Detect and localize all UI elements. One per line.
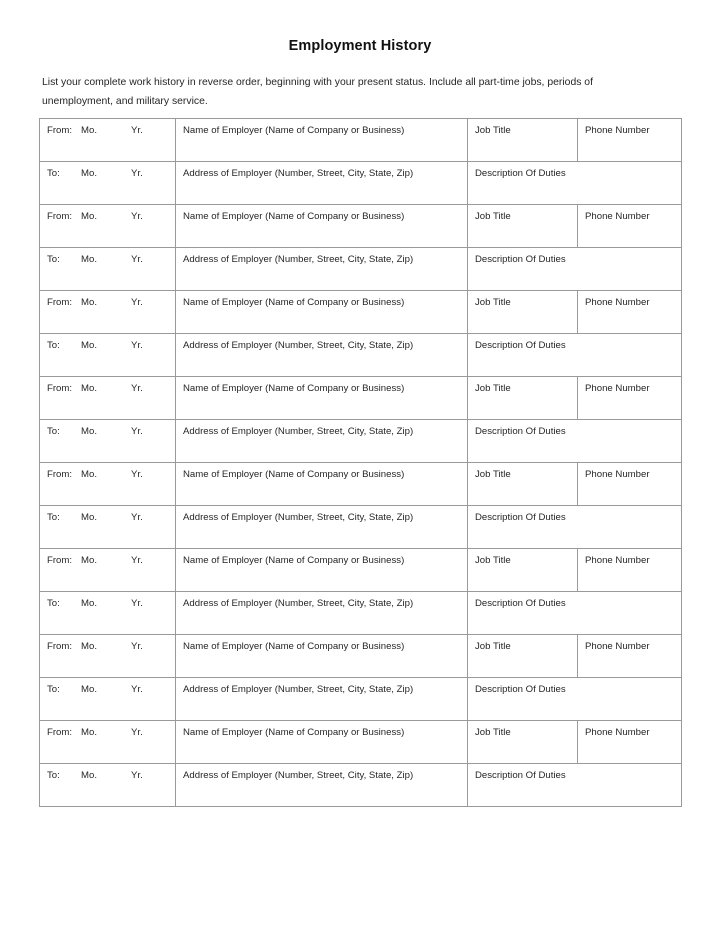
from-year-label: Yr. <box>131 727 143 738</box>
description-of-duties-cell[interactable] <box>468 334 682 377</box>
date-cell-to[interactable] <box>40 678 176 721</box>
job-title-cell-label: Job Title <box>475 125 511 136</box>
from-label: From: <box>47 125 73 136</box>
to-label: To: <box>47 426 60 437</box>
phone-number-cell[interactable] <box>578 291 682 334</box>
employer-address-cell-label: Address of Employer (Number, Street, City, State, Zip) <box>183 168 414 179</box>
description-of-duties-cell-label: Description Of Duties <box>475 426 566 437</box>
employer-name-cell[interactable] <box>176 291 468 334</box>
table-row <box>40 420 682 463</box>
date-cell-from[interactable] <box>40 119 176 162</box>
employer-name-cell[interactable] <box>176 119 468 162</box>
phone-number-cell-label: Phone Number <box>585 211 650 222</box>
to-month-label: Mo. <box>81 168 97 179</box>
phone-number-cell[interactable] <box>578 205 682 248</box>
employer-name-cell[interactable] <box>176 549 468 592</box>
from-year-label: Yr. <box>131 297 143 308</box>
from-label: From: <box>47 555 73 566</box>
table-row <box>40 678 682 721</box>
table-row <box>40 506 682 549</box>
job-title-cell[interactable] <box>468 291 578 334</box>
job-title-cell-label: Job Title <box>475 211 511 222</box>
employment-history-table <box>39 118 682 807</box>
to-year-label: Yr. <box>131 254 143 265</box>
employer-name-cell-label: Name of Employer (Name of Company or Business) <box>183 727 405 738</box>
employer-name-cell-label: Name of Employer (Name of Company or Business) <box>183 555 405 566</box>
from-year-label: Yr. <box>131 555 143 566</box>
to-month-label: Mo. <box>81 598 97 609</box>
employer-name-cell-label: Name of Employer (Name of Company or Business) <box>183 211 405 222</box>
phone-number-cell[interactable] <box>578 721 682 764</box>
date-cell-from[interactable] <box>40 721 176 764</box>
employer-name-cell-label: Name of Employer (Name of Company or Business) <box>183 383 405 394</box>
description-of-duties-cell-label: Description Of Duties <box>475 684 566 695</box>
employer-name-cell[interactable] <box>176 463 468 506</box>
job-title-cell[interactable] <box>468 549 578 592</box>
from-month-label: Mo. <box>81 383 97 394</box>
table-row <box>40 592 682 635</box>
employer-name-cell-label: Name of Employer (Name of Company or Business) <box>183 469 405 480</box>
phone-number-cell-label: Phone Number <box>585 297 650 308</box>
job-title-cell-label: Job Title <box>475 555 511 566</box>
employer-address-cell-label: Address of Employer (Number, Street, City, State, Zip) <box>183 340 414 351</box>
job-title-cell-label: Job Title <box>475 727 511 738</box>
job-title-cell-label: Job Title <box>475 383 511 394</box>
table-row <box>40 721 682 764</box>
date-cell-to[interactable] <box>40 162 176 205</box>
job-title-cell-label: Job Title <box>475 297 511 308</box>
job-title-cell[interactable] <box>468 119 578 162</box>
table-row <box>40 635 682 678</box>
date-cell-from[interactable] <box>40 205 176 248</box>
table-row <box>40 291 682 334</box>
table-row <box>40 377 682 420</box>
phone-number-cell-label: Phone Number <box>585 641 650 652</box>
date-cell-to[interactable] <box>40 420 176 463</box>
description-of-duties-cell[interactable] <box>468 248 682 291</box>
to-year-label: Yr. <box>131 598 143 609</box>
to-label: To: <box>47 598 60 609</box>
from-month-label: Mo. <box>81 555 97 566</box>
table-row <box>40 549 682 592</box>
employer-address-cell-label: Address of Employer (Number, Street, City, State, Zip) <box>183 254 414 265</box>
employer-name-cell-label: Name of Employer (Name of Company or Business) <box>183 125 405 136</box>
employer-name-cell-label: Name of Employer (Name of Company or Business) <box>183 297 405 308</box>
employer-address-cell-label: Address of Employer (Number, Street, City, State, Zip) <box>183 770 414 781</box>
job-title-cell[interactable] <box>468 635 578 678</box>
employer-name-cell[interactable] <box>176 635 468 678</box>
table-row <box>40 764 682 807</box>
to-month-label: Mo. <box>81 426 97 437</box>
to-label: To: <box>47 340 60 351</box>
from-year-label: Yr. <box>131 125 143 136</box>
date-cell-from[interactable] <box>40 377 176 420</box>
from-label: From: <box>47 641 73 652</box>
employer-name-cell[interactable] <box>176 377 468 420</box>
employer-address-cell-label: Address of Employer (Number, Street, City, State, Zip) <box>183 426 414 437</box>
job-title-cell[interactable] <box>468 463 578 506</box>
from-year-label: Yr. <box>131 211 143 222</box>
phone-number-cell-label: Phone Number <box>585 383 650 394</box>
description-of-duties-cell-label: Description Of Duties <box>475 254 566 265</box>
description-of-duties-cell[interactable] <box>468 162 682 205</box>
to-year-label: Yr. <box>131 426 143 437</box>
description-of-duties-cell-label: Description Of Duties <box>475 598 566 609</box>
description-of-duties-cell-label: Description Of Duties <box>475 512 566 523</box>
description-of-duties-cell[interactable] <box>468 678 682 721</box>
table-row <box>40 162 682 205</box>
from-label: From: <box>47 383 73 394</box>
phone-number-cell-label: Phone Number <box>585 727 650 738</box>
job-title-cell[interactable] <box>468 721 578 764</box>
page-title: Employment History <box>288 38 432 54</box>
from-year-label: Yr. <box>131 383 143 394</box>
phone-number-cell[interactable] <box>578 377 682 420</box>
description-of-duties-cell[interactable] <box>468 506 682 549</box>
phone-number-cell[interactable] <box>578 119 682 162</box>
phone-number-cell[interactable] <box>578 549 682 592</box>
from-month-label: Mo. <box>81 727 97 738</box>
table-row <box>40 463 682 506</box>
employer-address-cell[interactable] <box>176 420 468 463</box>
date-cell-to[interactable] <box>40 592 176 635</box>
job-title-cell[interactable] <box>468 377 578 420</box>
description-of-duties-cell[interactable] <box>468 592 682 635</box>
description-of-duties-cell[interactable] <box>468 420 682 463</box>
date-cell-from[interactable] <box>40 635 176 678</box>
job-title-cell-label: Job Title <box>475 641 511 652</box>
phone-number-cell-label: Phone Number <box>585 555 650 566</box>
employer-address-cell[interactable] <box>176 334 468 377</box>
to-month-label: Mo. <box>81 254 97 265</box>
date-cell-to[interactable] <box>40 506 176 549</box>
from-label: From: <box>47 211 73 222</box>
employer-name-cell[interactable] <box>176 205 468 248</box>
date-cell-to[interactable] <box>40 764 176 807</box>
to-month-label: Mo. <box>81 684 97 695</box>
to-year-label: Yr. <box>131 770 143 781</box>
employer-address-cell[interactable] <box>176 592 468 635</box>
to-year-label: Yr. <box>131 512 143 523</box>
phone-number-cell-label: Phone Number <box>585 125 650 136</box>
date-cell-from[interactable] <box>40 463 176 506</box>
employer-name-cell-label: Name of Employer (Name of Company or Business) <box>183 641 405 652</box>
job-title-cell-label: Job Title <box>475 469 511 480</box>
employer-address-cell[interactable] <box>176 506 468 549</box>
to-label: To: <box>47 512 60 523</box>
table-row <box>40 248 682 291</box>
to-label: To: <box>47 254 60 265</box>
to-year-label: Yr. <box>131 684 143 695</box>
employer-address-cell[interactable] <box>176 248 468 291</box>
table-row <box>40 334 682 377</box>
date-cell-to[interactable] <box>40 248 176 291</box>
to-month-label: Mo. <box>81 770 97 781</box>
description-of-duties-cell[interactable] <box>468 764 682 807</box>
to-year-label: Yr. <box>131 168 143 179</box>
from-label: From: <box>47 469 73 480</box>
description-of-duties-cell-label: Description Of Duties <box>475 168 566 179</box>
from-month-label: Mo. <box>81 297 97 308</box>
from-year-label: Yr. <box>131 469 143 480</box>
date-cell-from[interactable] <box>40 549 176 592</box>
phone-number-cell-label: Phone Number <box>585 469 650 480</box>
to-month-label: Mo. <box>81 512 97 523</box>
to-year-label: Yr. <box>131 340 143 351</box>
employer-address-cell[interactable] <box>176 764 468 807</box>
description-of-duties-cell-label: Description Of Duties <box>475 770 566 781</box>
from-month-label: Mo. <box>81 125 97 136</box>
table-row <box>40 205 682 248</box>
to-label: To: <box>47 770 60 781</box>
phone-number-cell[interactable] <box>578 463 682 506</box>
from-month-label: Mo. <box>81 469 97 480</box>
from-label: From: <box>47 297 73 308</box>
to-label: To: <box>47 684 60 695</box>
from-month-label: Mo. <box>81 641 97 652</box>
to-label: To: <box>47 168 60 179</box>
employer-address-cell[interactable] <box>176 162 468 205</box>
employer-address-cell-label: Address of Employer (Number, Street, City, State, Zip) <box>183 512 414 523</box>
date-cell-to[interactable] <box>40 334 176 377</box>
table-row <box>40 119 682 162</box>
to-month-label: Mo. <box>81 340 97 351</box>
job-title-cell[interactable] <box>468 205 578 248</box>
from-month-label: Mo. <box>81 211 97 222</box>
from-label: From: <box>47 727 73 738</box>
employer-address-cell-label: Address of Employer (Number, Street, City, State, Zip) <box>183 598 414 609</box>
from-year-label: Yr. <box>131 641 143 652</box>
employer-address-cell-label: Address of Employer (Number, Street, City, State, Zip) <box>183 684 414 695</box>
employer-address-cell[interactable] <box>176 678 468 721</box>
phone-number-cell[interactable] <box>578 635 682 678</box>
employer-name-cell[interactable] <box>176 721 468 764</box>
date-cell-from[interactable] <box>40 291 176 334</box>
instructions-paragraph: List your complete work history in reverse order, beginning with your present status. Include all part-time jobs, periods of unemployment, and military service. <box>42 77 593 107</box>
description-of-duties-cell-label: Description Of Duties <box>475 340 566 351</box>
